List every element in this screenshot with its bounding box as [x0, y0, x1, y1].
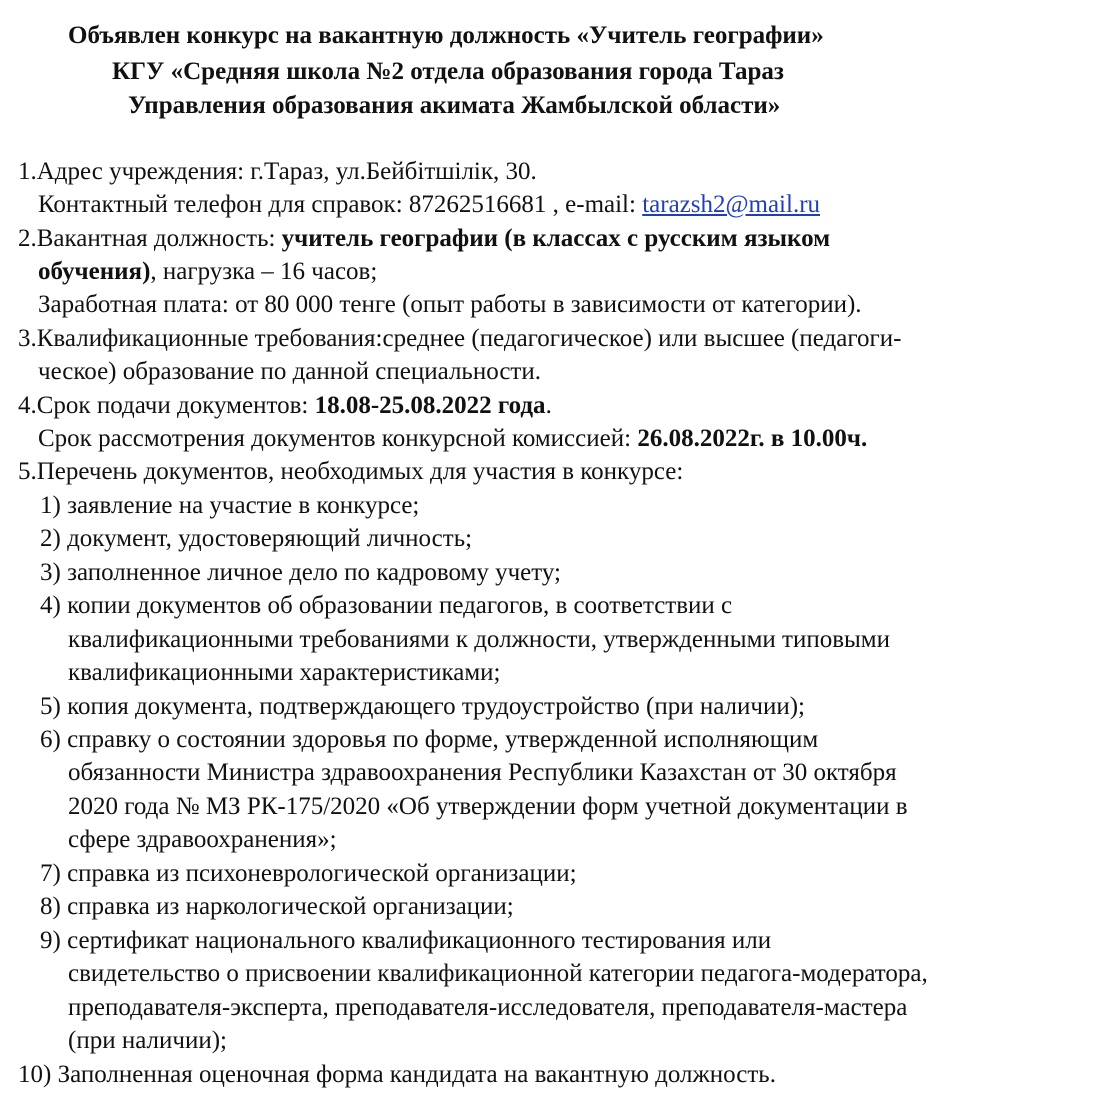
submission-deadline — [18, 390, 552, 423]
vacancy-line-2 — [38, 256, 377, 289]
list-item: 1) заявление на участие в конкурсе; — [40, 492, 420, 519]
qualification-line-1: 3.Квалификационные требования:среднее (педагогическое) или высшее (педагоги- — [18, 325, 902, 352]
list-item: 4) копии документов об образовании педагогов, в соответствии с — [40, 592, 733, 619]
qualification-line-2: ческое) образование по данной специальности. — [38, 358, 541, 385]
list-item: 9) сертификат национального квалификационного тестирования или — [40, 927, 772, 954]
list-item-continued: (при наличии); — [68, 1027, 227, 1054]
title-line-2: КГУ «Средняя школа №2 отдела образования города Тараз — [112, 58, 784, 85]
contact-line — [38, 189, 820, 222]
list-item: 10) Заполненная оценочная форма кандидата на вакантную должность. — [18, 1061, 776, 1088]
documents-heading: 5.Перечень документов, необходимых для участия в конкурсе: — [18, 458, 684, 485]
submission-dates: 18.08-25.08.2022 года — [314, 392, 546, 419]
vacancy-position: учитель географии (в классах с русским языком — [281, 225, 831, 252]
workload-text: , нагрузка – 16 часов; — [150, 258, 378, 285]
review-label: Срок рассмотрения документов конкурсной комиссией: — [38, 425, 638, 452]
phone-text: Контактный телефон для справок: 87262516681 , e-mail: — [38, 191, 643, 218]
address-line: 1.Адрес учреждения: г.Тараз, ул.Бейбітшілік, 30. — [18, 158, 537, 185]
list-item-continued: квалификационными требованиями к должности, утвержденными типовыми — [68, 626, 891, 653]
vacancy-position-end: обучения) — [38, 258, 151, 285]
review-date: 26.08.2022г. в 10.00ч. — [637, 425, 868, 452]
list-item: 2) документ, удостоверяющий личность; — [40, 525, 473, 552]
list-item-continued: квалификационными характеристиками; — [68, 659, 501, 686]
list-item-continued: обязанности Министра здравоохранения Республики Казахстан от 30 октября — [68, 759, 897, 786]
list-item: 7) справка из психоневрологической организации; — [40, 860, 577, 887]
list-item: 5) копия документа, подтверждающего трудоустройство (при наличии); — [40, 693, 806, 720]
vacancy-label: 2.Вакантная должность: — [18, 225, 282, 252]
list-item-continued: 2020 года № МЗ РК-175/2020 «Об утверждении форм учетной документации в — [68, 793, 908, 820]
submission-label: 4.Срок подачи документов: — [18, 392, 315, 419]
list-item-continued: свидетельство о присвоении квалификационной категории педагога-модератора, — [68, 960, 928, 987]
vacancy-line — [18, 223, 830, 256]
submission-period: . — [545, 392, 552, 419]
review-deadline — [38, 423, 867, 456]
list-item-continued: сфере здравоохранения»; — [68, 826, 337, 853]
title-line-1: Объявлен конкурс на вакантную должность «Учитель географии» — [68, 22, 824, 49]
list-item: 3) заполненное личное дело по кадровому учету; — [40, 559, 561, 586]
email-link[interactable]: tarazsh2@mail.ru — [642, 191, 821, 218]
list-item: 6) справку о состоянии здоровья по форме, утвержденной исполняющим — [40, 726, 819, 753]
list-item: 8) справка из наркологической организации; — [40, 893, 514, 920]
list-item-continued: преподавателя-эксперта, преподавателя-исследователя, преподавателя-мастера — [68, 994, 908, 1021]
title-line-3: Управления образования акимата Жамбылской области» — [128, 92, 781, 119]
salary-line: Заработная плата: от 80 000 тенге (опыт работы в зависимости от категории). — [38, 291, 862, 318]
